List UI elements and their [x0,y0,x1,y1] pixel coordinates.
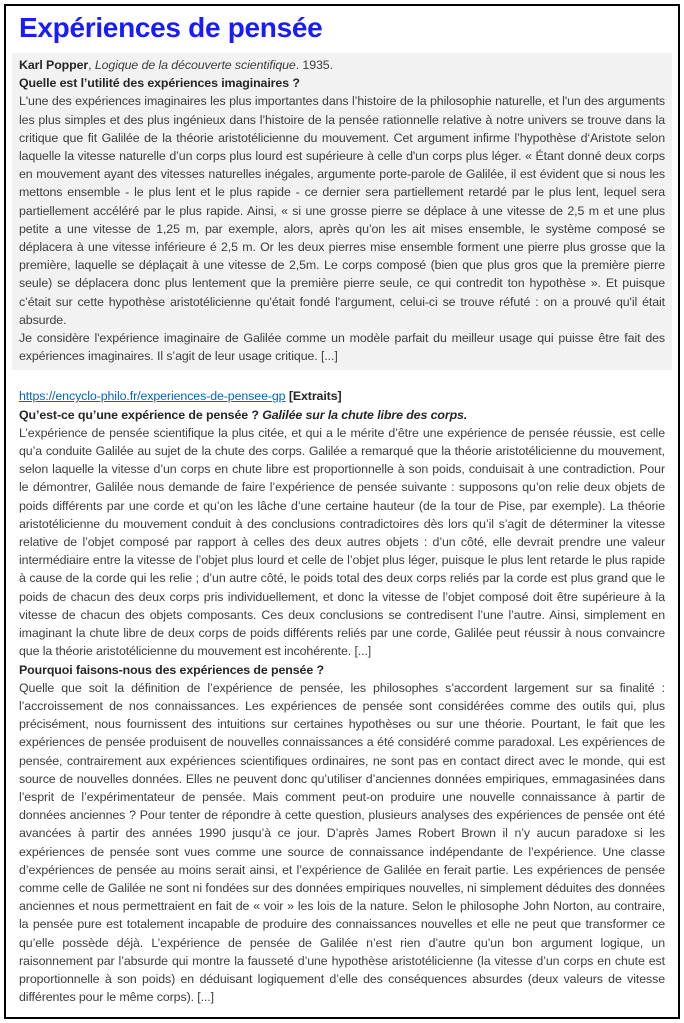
work-title: Logique de la découverte scientifique [94,58,296,72]
heading-question: Qu’est-ce qu’une expérience de pensée ? [19,407,263,422]
page-title: Expériences de pensée [19,12,323,43]
byline [19,56,665,74]
author-name: Karl Popper [19,58,89,72]
section-heading-pourquoi: Pourquoi faisons-nous des expériences de pensée ? [19,662,324,677]
pourquoi-paragraph: Quelle que soit la définition de l’expérience de pensée, les philosophes s’accordent largement sur sa finalité : l’accroissement de nos connaissances. Les expériences de pensée sont considérées comme des outils qui, plus précisément, nous fournissent des intuitions sur certaines hypothèses ou sur une théorie. Pourtant, le fait que les expériences de pensée produisent de nouvelles connaissances a été considéré comme paradoxal. Les expériences de pensée, contrairement aux expériences scientifiques ordinaires, ne sont pas en contact direct avec le monde, qui est source de nouvelles données. Elles ne peuvent donc qu’utiliser d’anciennes données empiriques, emmagasinées dans l’esprit de l’expérimentateur de pensée. Mais comment peut-on produire une nouvelle connaissance à partir de données anciennes ? Pour tenter de répondre à cette question, plusieurs analyses des expériences de pensée ont été avancées à partir des années 1990 jusqu’à ce jour. D’après James Robert Brown il n’y aucun paradoxe si les expériences de pensée sont vues comme une source de connaissance indépendante de l’expérience. Une classe d’expériences de pensée au moins serait ainsi, et l’expérience de Galilée en ferait partie. Les expériences de pensée comme celle de Galilée ne sont ni fondées sur des données empiriques nouvelles, ni simplement déduites des données anciennes et nous permettraient en fait de « voir » les lois de la nature. Selon le philosophe John Norton, au contraire, la pensée pure est totalement incapable de produire des connaissances nouvelles et elle ne peut que transformer ce qu’elle possède déjà. L’expérience de pensée de Galilée n’est rien d’autre qu’un bon argument logique, un raisonnement par l’absurde qui montre la fausseté d’une hypothèse aristotélicienne (la vitesse d’un corps en chute est proportionnelle à son poids) en déduisant logiquement d’elle des conséquences absurdes (deux valeurs de vitesse différentes pour le même corps). [...] [19,680,665,1005]
section-heading-galilee [19,406,665,424]
galilee-paragraph: L’expérience de pensée scientifique la plus citée, et qui a le mérite d’être une expérience de pensée réussie, est celle qu’a conduite Galilée au sujet de la chute des corps. Galilée a remarqué que la théorie aristotélicienne du mouvement, selon laquelle la vitesse d’un corps en chute libre est proportionnelle à son poids, conduisait à une contradiction. Pour le démontrer, Galilée nous demande de faire l’expérience de pensée suivante : supposons qu’on relie deux objets de poids différents par une corde et qu’on les lâche d’une certaine hauteur (de la tour de Pise, par exemple). La théorie aristotélicienne du mouvement conduit à des conclusions contradictoires dès lors qu’il s’agit de déterminer la vitesse relative de l’objet composé par rapport à celles des deux autres objets : d’un côté, elle devrait prendre une valeur intermédiaire entre la vitesse de l’objet plus lourd et celle de l’objet plus léger, puisque le plus lent retarde le plus rapide à cause de la corde qui les relie ; d’un autre côté, le poids total des deux corps reliés par la corde est plus grand que le poids de chacun des deux corps pris individuellement, et donc la vitesse de l’objet composé doit être supérieure à la vitesse de chacun des objets composants. Ces deux conclusions se contredisent l’une l’autre. Ainsi, simplement en imaginant la chute libre de deux corps de poids différents reliés par une corde, Galilée peut réussir à nous convaincre que la théorie aristotélicienne du mouvement est incohérente. [...] [19,425,665,659]
section-spacer [19,370,665,387]
encyclo-philo-extracts-block [19,387,665,1006]
section-heading-utilite: Quelle est l’utilité des expériences imaginaires ? [19,76,300,91]
popper-paragraph-2: Je considère l'expérience imaginaire de Galilée comme un modèle parfait du meilleur usage qui puisse être fait des expériences imaginaires. Il s’agit de leur usage critique. [...] [19,331,665,364]
popper-paragraph-1: L'une des expériences imaginaires les plus importantes dans l’histoire de la philosophie naturelle, et l'un des arguments les plus simples et des plus ingénieux dans l’histoire de la pensée rationnelle relative à notre univers se trouve dans la critique que fit Galilée de la théorie aristotélicienne du mouvement. Cet argument infirme l’hypothèse d‘Aristote selon laquelle la vitesse naturelle d’un corps plus lourd est supérieure à celle d'un corps plus léger. « Étant donné deux corps en mouvement ayant des vitesses naturelles inégales, argumente porte-parole de Galilée, il est évident que si nous les mettons ensemble - le plus lent et le plus rapide - ce dernier sera partiellement retardé par le plus lent, lequel sera partiellement accéléré par le plus rapide. Ainsi, « si une grosse pierre se déplace à une vitesse de 2,5 m et une plus petite a une vitesse de 1,25 m, par exemple, alors, après qu’on les ait mises ensemble, le système composé se déplacera à une vitesse inférieure é 2,5 m. Or les deux pierres mise ensemble forment une pierre plus grosse que la première, laquelle se déplaçait à une vitesse de 2,5m. Le corps composé (bien que plus gros que la première pierre seule) se déplacera donc plus lentement que la première pierre seule, ce qui contredit ton hypothèse ». Et puisque c’était sur cette hypothèse aristotélicienne qu'était fondé l'argument, celui-ci se trouve réfuté : on a prouvé qu'il était absurde. [19,94,665,327]
source-line [19,387,665,405]
publication-year: . 1935. [295,58,333,72]
extracts-badge: [Extraits] [288,389,342,404]
source-link[interactable]: https://encyclo-philo.fr/experiences-de-pensee-gp [19,389,286,404]
document-page [4,4,680,1019]
heading-subtitle: Galilée sur la chute libre des corps. [262,407,468,422]
byline-separator: , [88,58,95,72]
popper-excerpt-block [12,53,672,370]
